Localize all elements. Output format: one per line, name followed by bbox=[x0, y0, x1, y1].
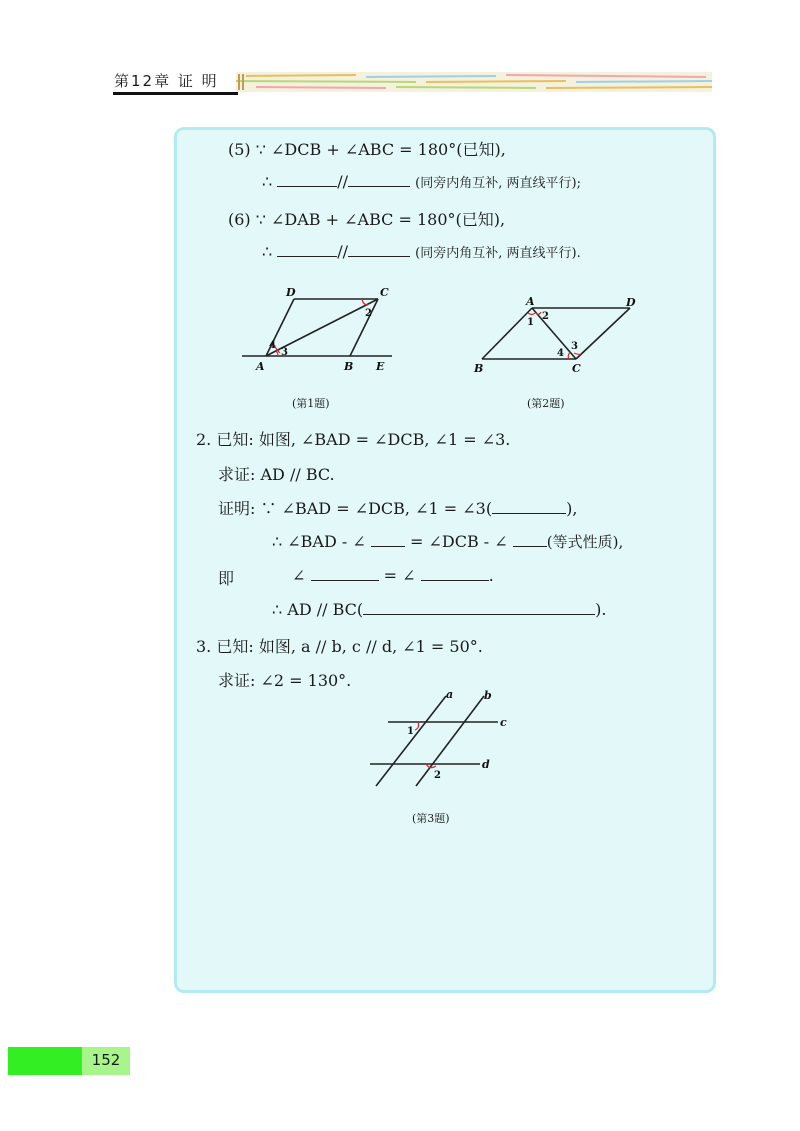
figure-2 bbox=[470, 292, 646, 378]
answer-blank[interactable] bbox=[348, 172, 410, 187]
label-D: D bbox=[286, 286, 296, 299]
figure-2-caption: (第2题) bbox=[527, 397, 565, 410]
segment-AC bbox=[532, 308, 576, 359]
figure-3 bbox=[366, 686, 506, 790]
page-number-bar bbox=[8, 1047, 82, 1075]
item-6-conclusion: ∴ // (同旁内角互补, 两直线平行). bbox=[262, 242, 581, 261]
label-angle-2: 2 bbox=[365, 308, 372, 319]
answer-blank[interactable] bbox=[371, 532, 405, 547]
label-C: C bbox=[572, 362, 581, 375]
answer-blank[interactable] bbox=[421, 566, 489, 581]
item-6-premise: (6) ∵ ∠DAB + ∠ABC = 180°(已知), bbox=[228, 210, 506, 229]
page-number: 152 bbox=[91, 1051, 121, 1069]
label-C: C bbox=[380, 286, 389, 299]
label-D: D bbox=[626, 296, 636, 309]
problem-2-step-4: ∴ AD // BC( ). bbox=[272, 600, 607, 619]
line-b bbox=[416, 696, 484, 786]
problem-2-step-2: ∴ ∠BAD - ∠ = ∠DCB - ∠ (等式性质), bbox=[272, 532, 624, 551]
label-E: E bbox=[376, 360, 385, 373]
segment-CD bbox=[576, 308, 630, 359]
answer-blank[interactable] bbox=[277, 242, 337, 257]
header-underline bbox=[113, 92, 238, 95]
problem-2-given: 2. 已知: 如图, ∠BAD = ∠DCB, ∠1 = ∠3. bbox=[196, 430, 511, 449]
label-angle-2: 2 bbox=[434, 770, 441, 781]
label-angle-3: 3 bbox=[281, 347, 288, 358]
label-angle-2: 2 bbox=[542, 311, 549, 322]
answer-blank[interactable] bbox=[363, 600, 595, 615]
segment-AB bbox=[482, 308, 532, 359]
chapter-title: 第12章 证 明 bbox=[114, 72, 219, 90]
header-decor-strip bbox=[236, 72, 712, 92]
problem-2-step-3-label: 即 bbox=[218, 569, 235, 588]
label-B: B bbox=[474, 362, 484, 375]
problem-2-step-3: ∠ = ∠ . bbox=[292, 566, 494, 585]
item-5-conclusion: ∴ // (同旁内角互补, 两直线平行); bbox=[262, 172, 581, 191]
label-angle-4: 4 bbox=[557, 348, 564, 359]
label-B: B bbox=[344, 360, 354, 373]
segment-BC bbox=[350, 299, 378, 356]
problem-3-prove: 求证: ∠2 = 130°. bbox=[218, 671, 352, 690]
answer-blank[interactable] bbox=[492, 499, 566, 514]
answer-blank[interactable] bbox=[348, 242, 410, 257]
label-angle-1: 1 bbox=[527, 317, 534, 328]
label-A: A bbox=[526, 295, 535, 308]
label-angle-3: 3 bbox=[571, 341, 578, 352]
problem-2-prove: 求证: AD // BC. bbox=[218, 465, 335, 484]
answer-blank[interactable] bbox=[277, 172, 337, 187]
answer-blank[interactable] bbox=[311, 566, 379, 581]
item-5-premise: (5) ∵ ∠DCB + ∠ABC = 180°(已知), bbox=[228, 140, 506, 159]
label-c: c bbox=[500, 716, 507, 729]
answer-blank[interactable] bbox=[513, 532, 547, 547]
label-d: d bbox=[482, 758, 490, 771]
figure-1 bbox=[236, 282, 400, 378]
problem-2-step-1: 证明: ∵ ∠BAD = ∠DCB, ∠1 = ∠3( ), bbox=[218, 499, 578, 518]
problem-3-given: 3. 已知: 如图, a // b, c // d, ∠1 = 50°. bbox=[196, 637, 483, 656]
label-A: A bbox=[256, 360, 265, 373]
figure-1-caption: (第1题) bbox=[292, 397, 330, 410]
label-angle-4: 4 bbox=[269, 340, 276, 351]
label-a: a bbox=[446, 688, 454, 701]
label-b: b bbox=[484, 689, 492, 702]
angle-marks bbox=[415, 722, 436, 768]
label-angle-1: 1 bbox=[407, 726, 414, 737]
figure-3-caption: (第3题) bbox=[412, 812, 450, 825]
